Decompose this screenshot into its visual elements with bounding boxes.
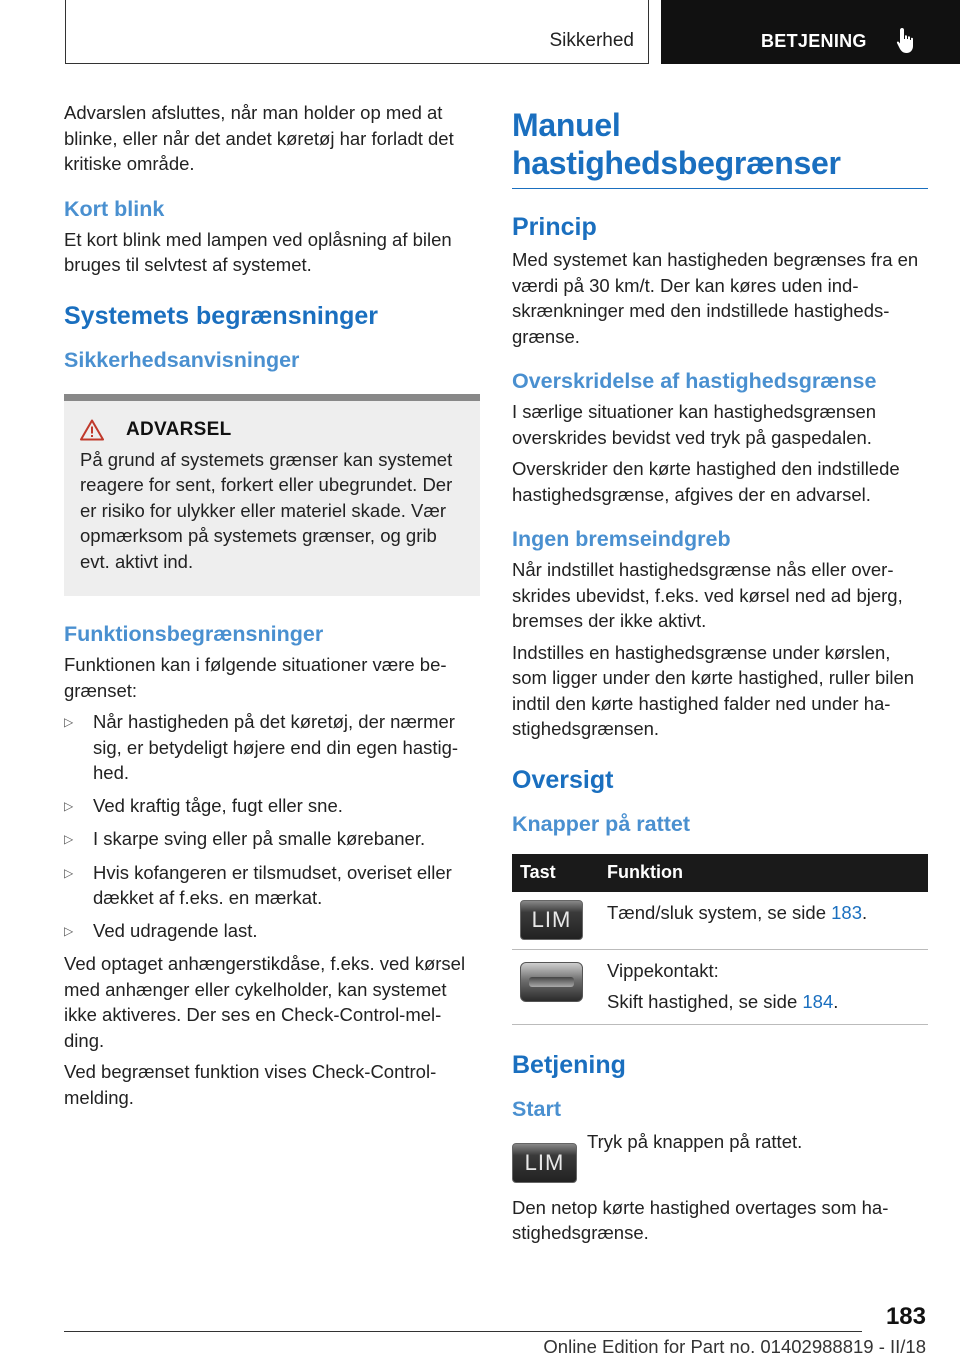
warning-header: [72, 419, 458, 441]
operation-heading: Betjening: [512, 1050, 626, 1079]
limited-function-paragraph: Ved begrænset funktion vises Check-Control-melding.: [64, 1061, 437, 1108]
buttons-table: [512, 854, 928, 1025]
lim-button-icon: LIM: [520, 900, 583, 940]
table-row: LIM Tænd/sluk system, se side 183.: [512, 892, 928, 950]
list-item: ▷ Ved udragende last.: [64, 918, 480, 945]
header-section-box: [65, 0, 649, 64]
warning-triangle-icon: [80, 419, 104, 441]
steering-buttons-heading: Knapper på rattet: [512, 811, 691, 836]
warning-title: ADVARSEL: [126, 418, 232, 440]
start-row: [512, 1129, 928, 1183]
page-title: Manuel hastighedsbegrænser: [512, 106, 928, 189]
function-limits-heading: Funktionsbegrænsninger: [64, 622, 324, 646]
safety-heading: Sikkerhedsanvisninger: [64, 347, 300, 372]
left-column: [64, 100, 480, 1116]
list-item: ▷ Når hastigheden på det køretøj, der nærmer sig, er betydeligt højere end din egen hastig-hed.: [64, 709, 480, 786]
pointing-hand-icon: [895, 26, 919, 54]
table-row: Vippekontakt: Skift hastighed, se side 184.: [512, 949, 928, 1024]
no-brake-paragraph-2: Indstilles en hastighedsgrænse under kørslen, som ligger under den kørte hastighed, ruller bilen indtil den kørte hastighed falder ned under ha-stighedsgrænsen.: [512, 641, 915, 739]
edition-label: Online Edition for Part no. 01402988819 - II/18: [543, 1336, 926, 1357]
header-chapter-box: [661, 0, 960, 64]
trailer-paragraph: Ved optaget anhængerstikdåse, f.eks. ved kørsel med anhænger eller cykelholder, kan systemet ikke aktiveres. Der ses en Check-Control-mel-ding.: [64, 953, 466, 1051]
start-after-paragraph: Den netop kørte hastighed overtages som ha-stighedsgrænse.: [512, 1196, 889, 1243]
list-item: ▷ Ved kraftig tåge, fugt eller sne.: [64, 793, 480, 820]
table-header-key: Tast: [512, 854, 599, 892]
list-item: ▷ Hvis kofangeren er tilsmudset, overiset eller dækket af f.eks. en mærkat.: [64, 860, 480, 911]
exceed-paragraph-2: Overskrider den kørte hastighed den indstillede hastighedsgrænse, afgives der en advarsel.: [512, 458, 900, 505]
lim-button-icon: LIM: [512, 1143, 577, 1183]
header-section-title: Sikkerhed: [549, 30, 634, 51]
right-column: [512, 100, 928, 1252]
limits-heading: Systemets begrænsninger: [64, 301, 378, 330]
triangle-bullet-icon: ▷: [64, 798, 74, 813]
warning-text: På grund af systemets grænser kan systemet reagere for sent, forkert eller ubegrundet. Der er risiko for ulykker eller materiel skade. Vær opmærksom på systemets grænser, og grib evt. aktivt ind.: [80, 448, 453, 572]
start-heading: Start: [512, 1096, 561, 1121]
page-link-184[interactable]: 184: [802, 991, 834, 1012]
short-blink-heading: Kort blink: [64, 196, 165, 221]
exceed-heading: Overskridelse af hastighedsgrænse: [512, 369, 877, 393]
page-number: 183: [885, 1303, 926, 1330]
overview-heading: Oversigt: [512, 765, 614, 794]
list-item: ▷ I skarpe sving eller på smalle kørebaner.: [64, 826, 480, 853]
no-brake-paragraph-1: Når indstillet hastighedsgrænse nås eller over-skrides ubevidst, f.eks. ved kørsel ned ad bjerg, bremses der ikke aktivt.: [512, 559, 903, 631]
triangle-bullet-icon: ▷: [64, 715, 74, 729]
triangle-bullet-icon: ▷: [64, 923, 74, 938]
triangle-bullet-icon: ▷: [64, 865, 74, 880]
table-header-function: Funktion: [599, 854, 928, 892]
exceed-paragraph-1: I særlige situationer kan hastighedsgrænsen overskrides bevidst ved tryk på gaspedalen.: [512, 401, 877, 448]
intro-paragraph: Advarslen afsluttes, når man holder op med at blinke, eller når det andet køretøj har forladt det kritiske område.: [64, 102, 454, 174]
short-blink-paragraph: Et kort blink med lampen ved oplåsning af bilen bruges til selvtest af systemet.: [64, 228, 452, 275]
no-brake-heading: Ingen bremseindgreb: [512, 527, 731, 551]
rocker-switch-icon: [520, 962, 583, 1002]
start-paragraph: Tryk på knappen på rattet.: [587, 1130, 803, 1152]
principle-paragraph: Med systemet kan hastigheden begrænses fra en værdi på 30 km/t. Der kan køres uden ind-skrænkninger med den indstillede hastigheds-grænse.: [512, 249, 919, 347]
warning-box: [64, 394, 480, 597]
page-link-183[interactable]: 183: [831, 901, 863, 923]
header-chapter-title: BETJENING: [761, 31, 867, 51]
limits-list: [64, 709, 480, 944]
function-intro: Funktionen kan i følgende situationer være be-grænset:: [64, 654, 447, 701]
footer-divider: [64, 1331, 862, 1332]
triangle-bullet-icon: ▷: [64, 832, 74, 846]
principle-heading: Princip: [512, 213, 597, 241]
